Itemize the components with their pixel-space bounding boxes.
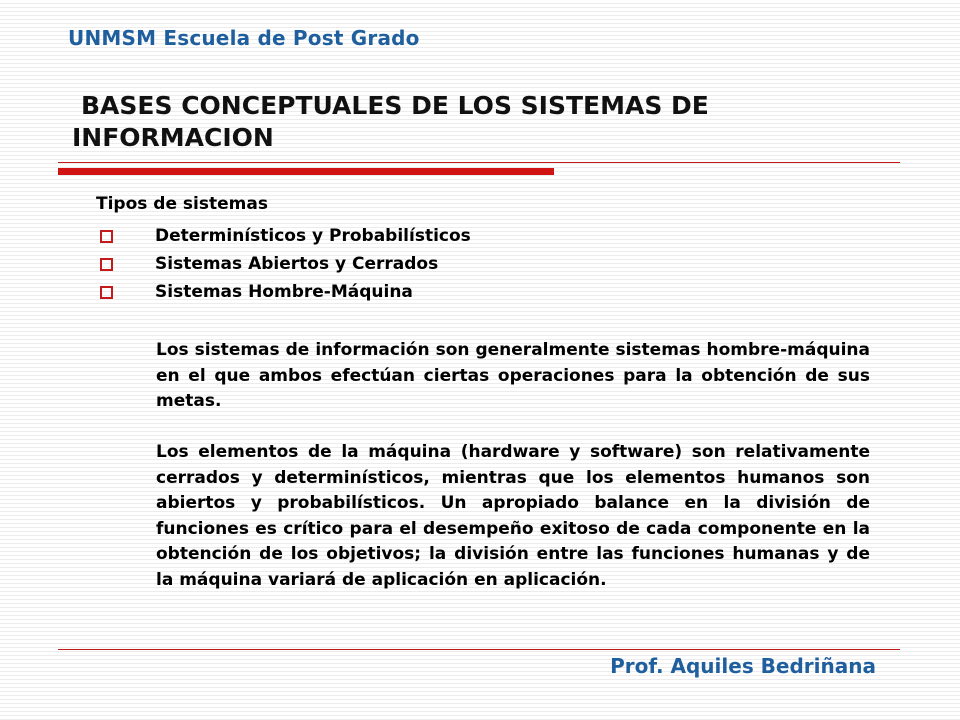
section-heading: Tipos de sistemas <box>96 194 268 214</box>
list-item <box>100 222 471 250</box>
title-accent-bar <box>58 168 554 175</box>
list-item-label: Sistemas Abiertos y Cerrados <box>155 254 439 274</box>
hollow-square-bullet-icon <box>100 286 113 299</box>
list-item <box>100 250 471 278</box>
organization-header: UNMSM Escuela de Post Grado <box>68 26 420 50</box>
hollow-square-bullet-icon <box>100 230 113 243</box>
list-item-label: Determinísticos y Probabilísticos <box>155 226 471 246</box>
footer-divider-line <box>58 649 900 650</box>
paragraph-machine-elements: Los elementos de la máquina (hardware y software) son relativamente cerrados y determinísticos, mientras que los elementos humanos son abiertos y probabilísticos. Un apropiado balance en la división de funciones es crítico para el desempeño exitoso de cada componente en la obtención de los objetivos; la división entre las funciones humanas y de la máquina variará de aplicación en aplicación. <box>156 442 870 590</box>
list-item-label: Sistemas Hombre-Máquina <box>155 282 413 302</box>
hollow-square-bullet-icon <box>100 258 113 271</box>
author-footer: Prof. Aquiles Bedriñana <box>610 654 876 678</box>
slide-title: BASES CONCEPTUALES DE LOS SISTEMAS DE INFORMACION <box>72 91 709 152</box>
list-item <box>100 278 471 306</box>
system-types-list <box>100 222 471 306</box>
paragraph-human-machine: Los sistemas de información son generalmente sistemas hombre-máquina en el que ambos efectúan ciertas operaciones para la obtención de sus metas. <box>156 340 870 411</box>
title-divider-line <box>58 162 900 163</box>
